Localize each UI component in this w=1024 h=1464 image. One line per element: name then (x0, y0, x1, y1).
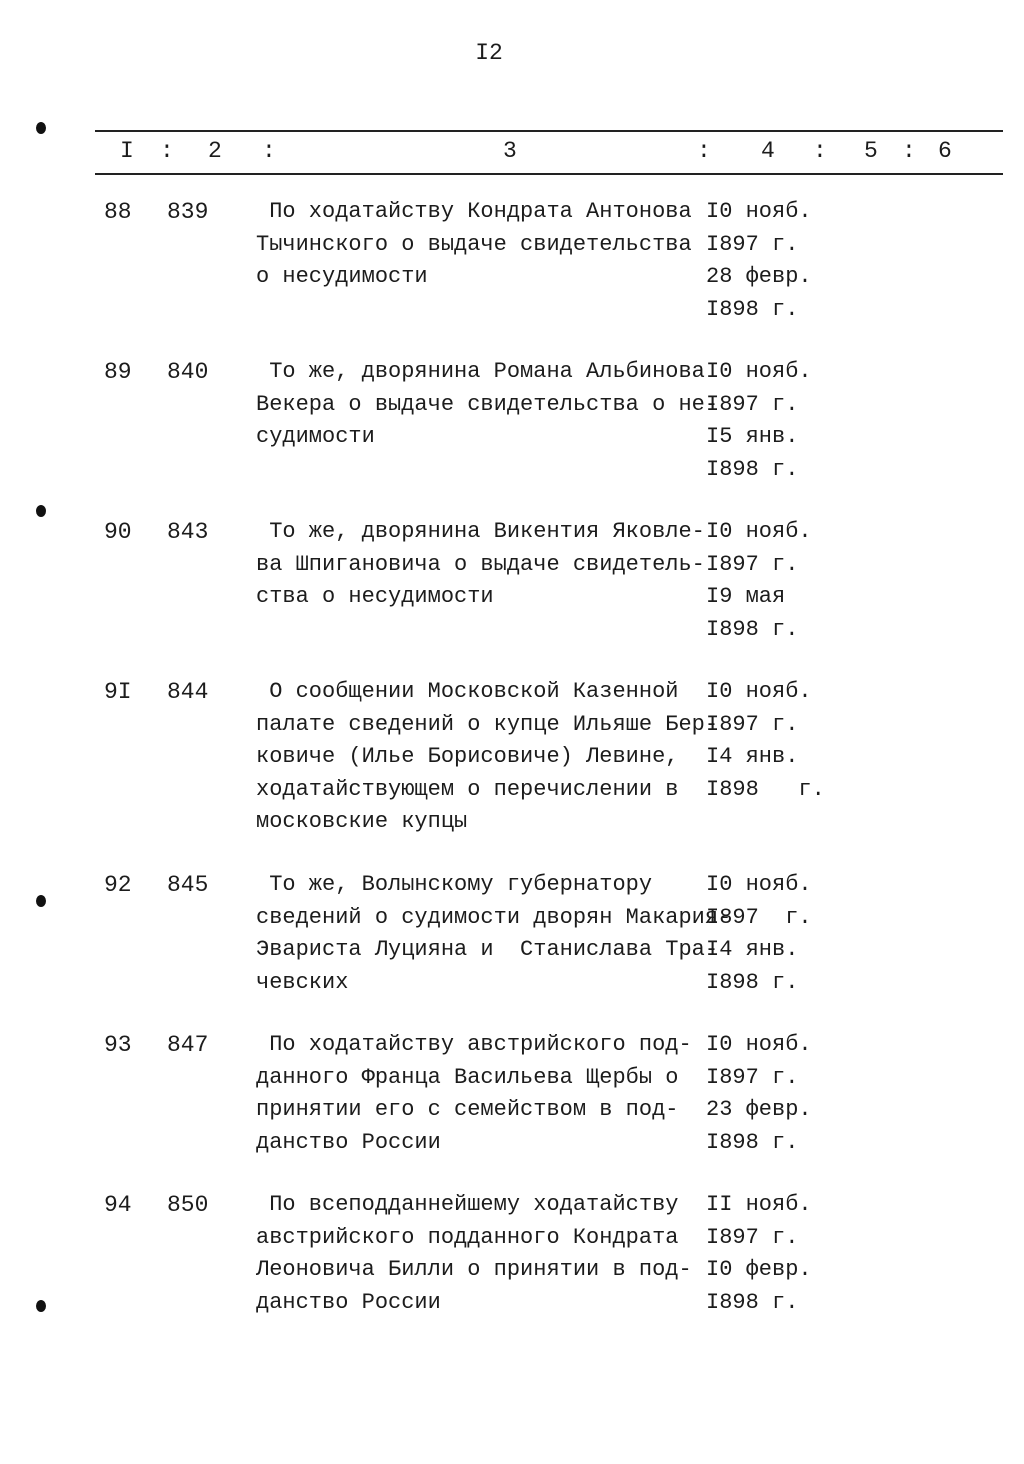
entry-file-number: 844 (167, 679, 209, 705)
entries-list (0, 196, 1024, 1349)
description-line: австрийского подданного Кондрата (256, 1224, 679, 1250)
entry-file-number: 840 (167, 359, 209, 385)
description-line: Эвариста Луцияна и Станислава Тра- (256, 937, 719, 962)
description-line: принятии его с семейством в под- (256, 1097, 679, 1122)
table-header (0, 138, 1024, 168)
table-header-rule (95, 173, 1003, 175)
header-separator: : (697, 138, 711, 164)
date-line: I0 нояб. (706, 1032, 812, 1057)
entry-dates (706, 1189, 836, 1319)
entry-dates (706, 196, 836, 326)
entry-dates (706, 676, 836, 806)
header-separator: : (902, 138, 916, 164)
description-line: ства о несудимости (256, 584, 494, 609)
entry-number: 92 (104, 872, 132, 898)
entry-description (256, 1189, 706, 1319)
description-line: о несудимости (256, 264, 428, 289)
date-line: I898 г. (706, 776, 825, 802)
date-line: I898 г. (706, 969, 799, 995)
description-line: О сообщении Московской Казенной (256, 679, 679, 704)
entry-file-number: 843 (167, 519, 209, 545)
entry-row (0, 676, 1024, 869)
description-line: Тычинского о выдаче свидетельства (256, 231, 692, 257)
description-line: данство России (256, 1289, 441, 1315)
description-line: То же, дворянина Романа Альбинова (256, 359, 705, 384)
header-col-5: 5 (864, 138, 878, 164)
date-line: I897 г. (706, 551, 799, 577)
entry-dates (706, 516, 836, 646)
date-line: I0 нояб. (706, 359, 812, 384)
entry-row (0, 1189, 1024, 1349)
entry-file-number: 847 (167, 1032, 209, 1058)
entry-row (0, 196, 1024, 356)
description-line: московские купцы (256, 809, 468, 834)
header-separator: : (262, 138, 276, 164)
entry-dates (706, 1029, 836, 1159)
date-line: 23 февр. (706, 1097, 812, 1122)
description-line: Леоновича Билли о принятии в под- (256, 1257, 692, 1282)
entry-file-number: 850 (167, 1192, 209, 1218)
date-line: I898 г. (706, 1289, 799, 1315)
date-line: I898 г. (706, 456, 799, 482)
binding-hole-mark (36, 122, 46, 134)
description-line: ва Шпигановича о выдаче свидетель- (256, 551, 705, 577)
description-line: ходатайствующем о перечислении в (256, 776, 679, 802)
entry-row (0, 869, 1024, 1029)
entry-number: 90 (104, 519, 132, 545)
entry-description (256, 869, 732, 999)
date-line: I5 янв. (706, 424, 799, 449)
description-line: палате сведений о купце Ильяше Бер- (256, 711, 719, 737)
header-col-1: I (120, 138, 134, 164)
description-line: чевских (256, 969, 349, 995)
date-line: I0 февр. (706, 1257, 812, 1282)
page-number: I2 (475, 40, 503, 66)
description-line: ковиче (Илье Борисовиче) Левине, (256, 744, 679, 769)
entry-description (256, 676, 719, 839)
entry-number: 88 (104, 199, 132, 225)
description-line: По ходатайству австрийского под- (256, 1032, 692, 1057)
date-line: I898 г. (706, 1129, 799, 1155)
entry-number: 94 (104, 1192, 132, 1218)
date-line: I897 г. (706, 1064, 799, 1090)
date-line: I898 г. (706, 296, 799, 322)
description-line: По ходатайству Кондрата Антонова (256, 199, 692, 224)
description-line: То же, Волынскому губернатору (256, 872, 653, 897)
entry-row (0, 1029, 1024, 1189)
date-line: I0 нояб. (706, 679, 812, 704)
header-col-3: 3 (503, 138, 517, 164)
date-line: I4 янв. (706, 744, 799, 769)
date-line: I0 нояб. (706, 519, 812, 544)
entry-row (0, 516, 1024, 676)
description-line: сведений о судимости дворян Макария- (256, 904, 732, 930)
entry-file-number: 839 (167, 199, 209, 225)
entry-file-number: 845 (167, 872, 209, 898)
entry-description (256, 356, 719, 454)
date-line: I898 г. (706, 616, 799, 642)
date-line: I0 нояб. (706, 872, 812, 897)
entry-row (0, 356, 1024, 516)
entry-dates (706, 356, 836, 486)
description-line: Векера о выдаче свидетельства о не- (256, 391, 719, 417)
header-col-6: 6 (938, 138, 952, 164)
entry-number: 9I (104, 679, 132, 705)
description-line: То же, дворянина Викентия Яковле- (256, 519, 705, 544)
header-col-4: 4 (761, 138, 775, 164)
date-line: I897 г. (706, 391, 799, 417)
date-line: I897 г. (706, 904, 812, 930)
header-separator: : (813, 138, 827, 164)
header-col-2: 2 (208, 138, 222, 164)
date-line: II нояб. (706, 1192, 812, 1217)
date-line: I897 г. (706, 711, 799, 737)
entry-number: 93 (104, 1032, 132, 1058)
description-line: данного Франца Васильева Щербы о (256, 1064, 679, 1090)
date-line: I897 г. (706, 1224, 799, 1250)
date-line: 28 февр. (706, 264, 812, 289)
date-line: I9 мая (706, 584, 786, 609)
description-line: данство России (256, 1129, 441, 1155)
entry-description (256, 1029, 706, 1159)
entry-description (256, 516, 706, 614)
entry-dates (706, 869, 836, 999)
date-line: I4 янв. (706, 937, 799, 962)
date-line: I0 нояб. (706, 199, 812, 224)
date-line: I897 г. (706, 231, 799, 257)
table-top-rule (95, 130, 1003, 132)
description-line: По всеподданнейшему ходатайству (256, 1192, 679, 1217)
description-line: судимости (256, 424, 375, 449)
entry-description (256, 196, 706, 294)
header-separator: : (160, 138, 174, 164)
entry-number: 89 (104, 359, 132, 385)
